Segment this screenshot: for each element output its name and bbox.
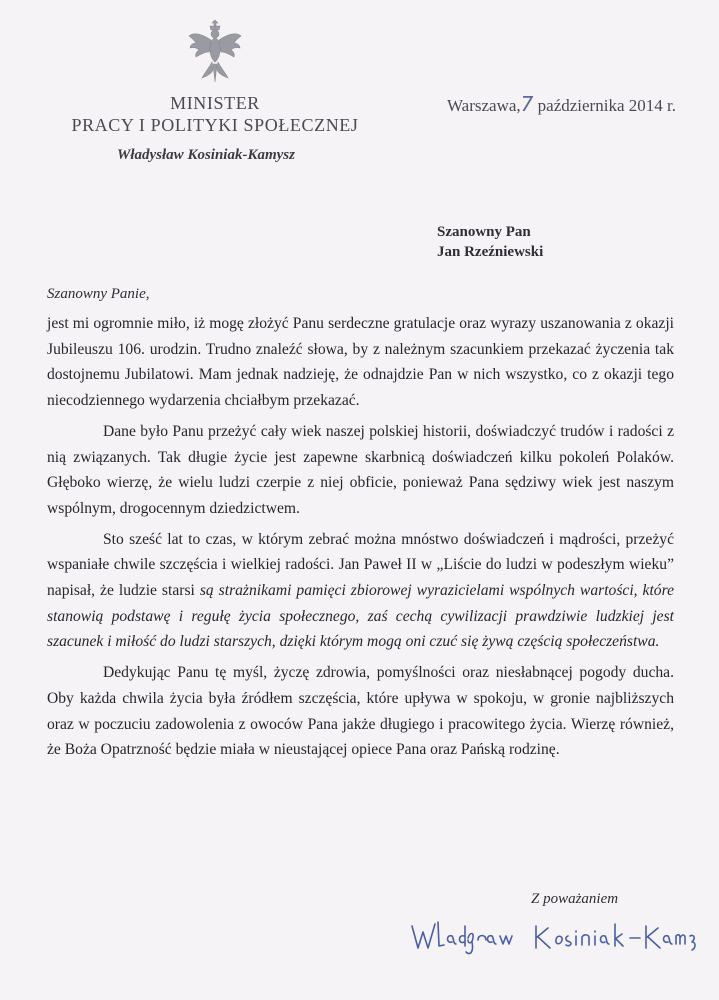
addressee-line2: Jan Rzeźniewski (437, 244, 544, 260)
paragraph-3-quote: są strażnikami pamięci zbiorowej wyrazicielami wspólnych wartości, które stanowią podstawę i regułę życia społecznego, zaś cechą cywilizacji prawdziwie ludzkiej jest szacunek i miłość do ludzi starszych, dzięki którym mogą oni czuć się żywą częścią społeczeństwa. (47, 582, 674, 651)
paragraph-3 (47, 527, 674, 656)
paragraph-2: Dane było Panu przeżyć cały wiek naszej polskiej historii, doświadczyć trudów i radości z nią związanych. Tak długie życie jest zapewne skarbnicą doświadczeń kilku pokoleń Polaków. Głęboko wierzę, że wielu ludzi czerpie z niej obficie, ponieważ Pana sędziwy wiek jest naszym wspólnym, drogocennym dziedzictwem. (47, 422, 674, 517)
date-month-year: października 2014 r. (537, 96, 676, 115)
addressee-block (437, 222, 543, 262)
handwritten-signature (408, 912, 698, 957)
paragraph-4: Dedykując Panu tę myśl, życzę zdrowia, pomyślności oraz niesłabnącej pogody ducha. Oby każda chwila życia była źródłem szczęścia, które upływa w spokoju, w gronie najbliższych oraz w poczuciu zadowolenia z owoców Pana jakże długiego i pracowitego życia. Wierzę również, że Boża Opatrzność będzie miała w nieustającej opiece Pana oraz Pańską rodzinę. (47, 664, 674, 759)
closing-phrase: Z poważaniem (531, 891, 619, 907)
salutation: Szanowny Panie, (47, 286, 150, 302)
date-day-handwritten: 7 (520, 92, 534, 116)
addressee-line1: Szanowny Pan (437, 224, 531, 240)
minister-name: Władysław Kosiniak-Kamysz (117, 147, 295, 163)
place-date (447, 92, 676, 116)
minister-title (56, 92, 374, 136)
date-place: Warszawa, (447, 96, 521, 115)
paragraph-3-text: Sto sześć lat to czas, w którym zebrać można mnóstwo doświadczeń i mądrości, przeżyć wspaniałe chwile szczęścia i wielkiej radości. Jan Paweł II w „Liście do ludzi w podeszłym wieku” napisał, że ludzie starsi (47, 530, 674, 600)
polish-eagle-emblem-icon (186, 16, 244, 84)
letter-body (47, 311, 674, 768)
paragraph-1: jest mi ogromnie miło, iż mogę złożyć Panu serdeczne gratulacje oraz wyrazy uszanowania z okazji Jubileuszu 106. urodzin. Trudno znaleźć słowa, by z należnym szacunkiem przekazać życzenia tak dostojnemu Jubilatowi. Mam jednak nadzieję, że odnajdzie Pan w nich wszystko, co z okazji tego niecodziennego wydarzenia chciałbym przekazać. (47, 315, 674, 410)
minister-title-line1: MINISTER (170, 93, 260, 113)
minister-title-line2: PRACY I POLITYKI SPOŁECZNEJ (71, 115, 359, 135)
